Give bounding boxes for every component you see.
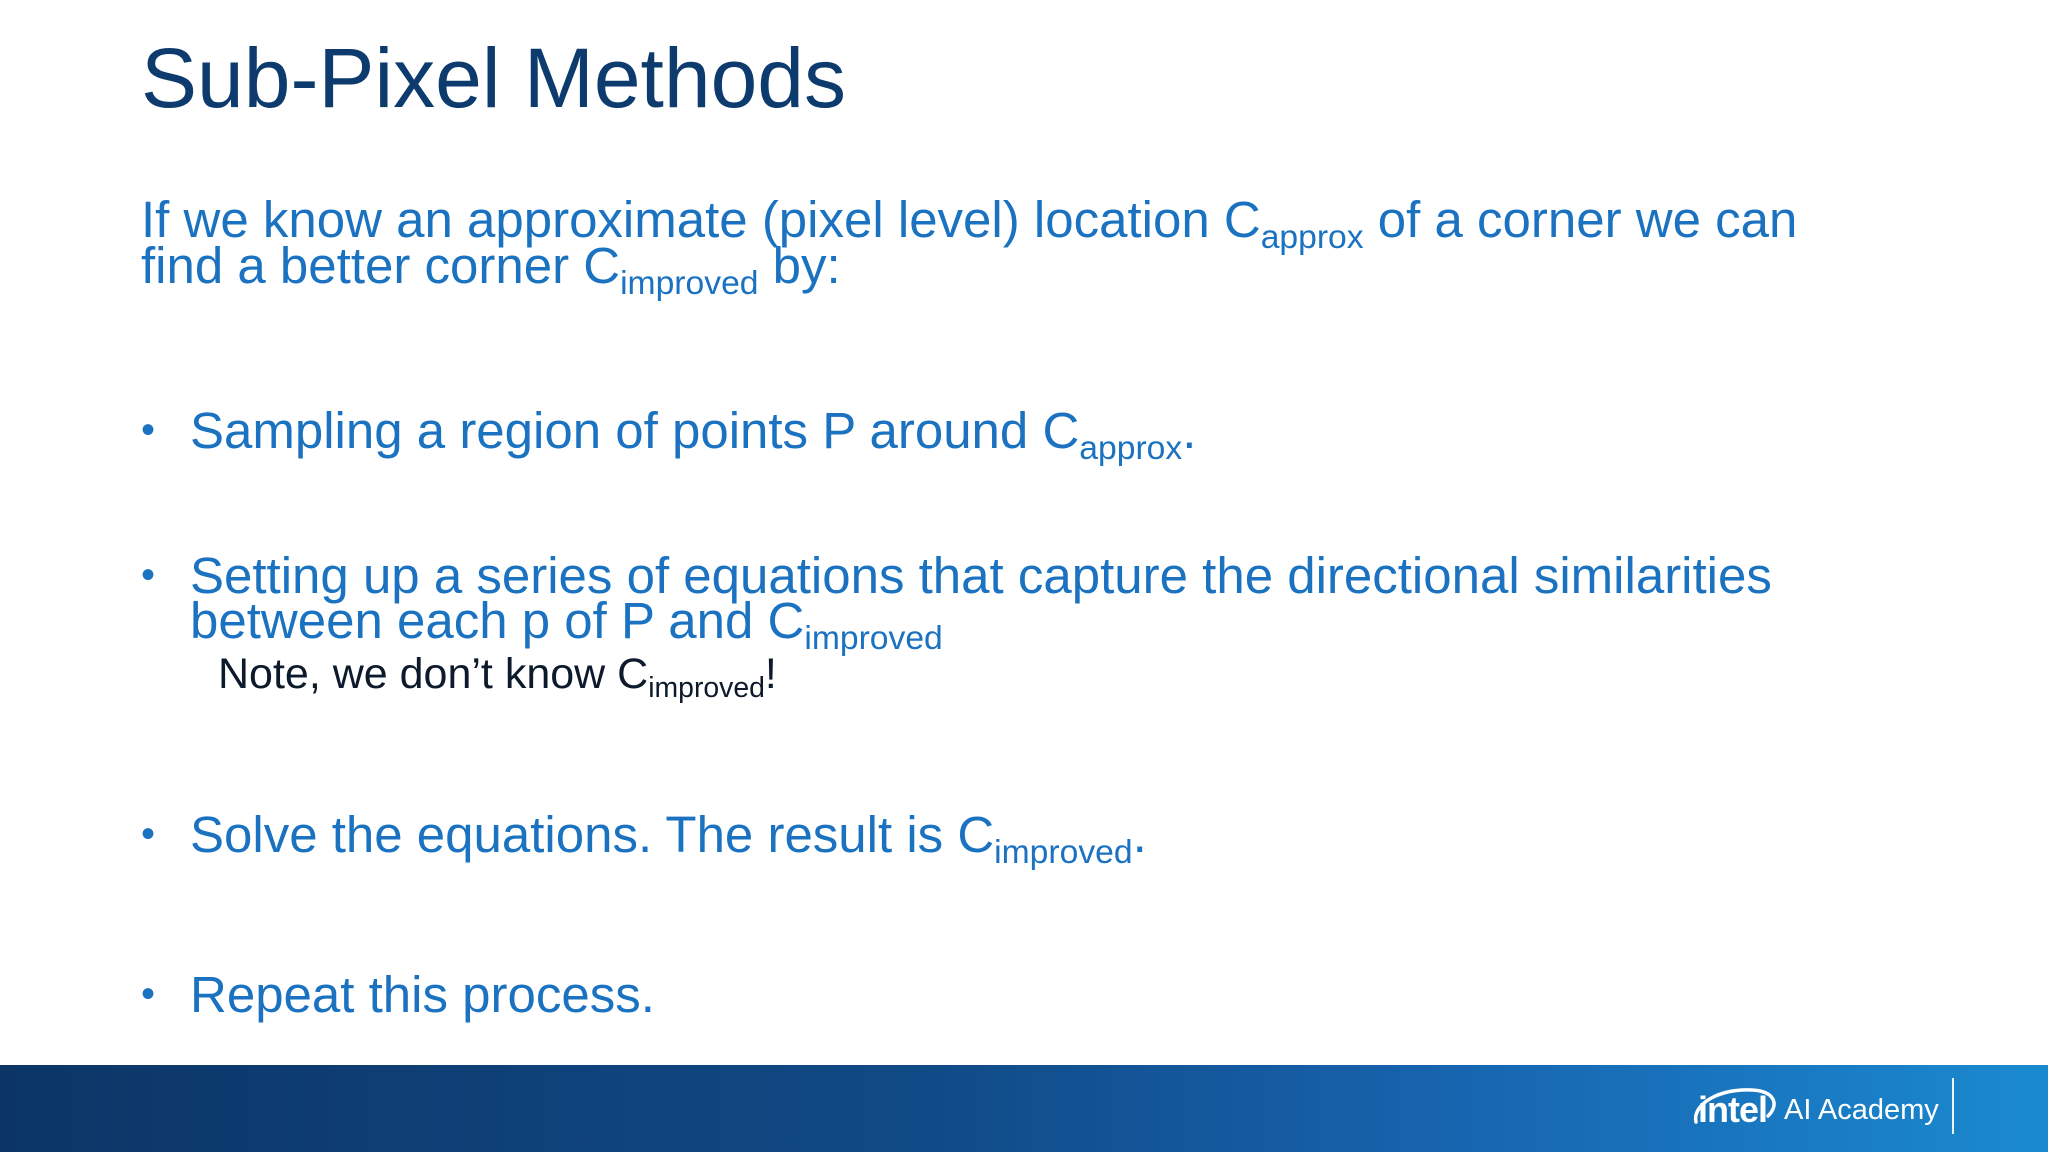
- slide-title: Sub-Pixel Methods: [141, 31, 847, 125]
- bullet-line-2: [190, 592, 1772, 657]
- ai-academy-label: AI Academy: [1784, 1093, 1939, 1126]
- bullet-line-1: Setting up a series of equations that capture the directional similarities: [190, 547, 1772, 604]
- bullet-text-part: Solve the equations. The result is C: [190, 806, 995, 863]
- footer-divider: [1952, 1078, 1954, 1134]
- subscript: approx: [1079, 429, 1183, 467]
- note-text: [218, 650, 777, 705]
- bullet-text-part: .: [1132, 806, 1147, 863]
- bullet-text-part: Sampling a region of points P around C: [190, 402, 1080, 459]
- bullet-text: [190, 547, 1772, 657]
- subscript: approx: [1260, 218, 1364, 256]
- subscript: improved: [994, 833, 1133, 871]
- intro-text: by:: [758, 237, 841, 294]
- subscript: improved: [804, 619, 943, 657]
- bullet-text: [190, 402, 1197, 467]
- bullet-text-part: .: [1182, 402, 1197, 459]
- bullet-text-part: between each p of P and C: [190, 592, 805, 649]
- intro-text: If we know an approximate (pixel level) location C: [141, 191, 1261, 248]
- bullet-text: [190, 806, 1147, 871]
- intro-text: find a better corner C: [141, 237, 621, 294]
- bullet-dot: •: [141, 408, 156, 452]
- intel-wordmark: intel: [1698, 1089, 1768, 1130]
- bullet-dot: •: [141, 972, 156, 1016]
- intro-paragraph: [141, 191, 1961, 302]
- note-text-part: Note, we don’t know C: [218, 650, 649, 698]
- bullet-dot: •: [141, 553, 156, 597]
- intel-logo-icon: [1690, 1082, 1780, 1138]
- intro-text: of a corner we can: [1363, 191, 1798, 248]
- note-text-part: !: [764, 650, 777, 698]
- bullet-text: Repeat this process.: [190, 966, 655, 1023]
- subscript: improved: [620, 264, 759, 302]
- bullet-dot: •: [141, 812, 156, 856]
- subscript: improved: [648, 672, 765, 705]
- intel-ai-academy-logo: [1690, 1080, 1939, 1140]
